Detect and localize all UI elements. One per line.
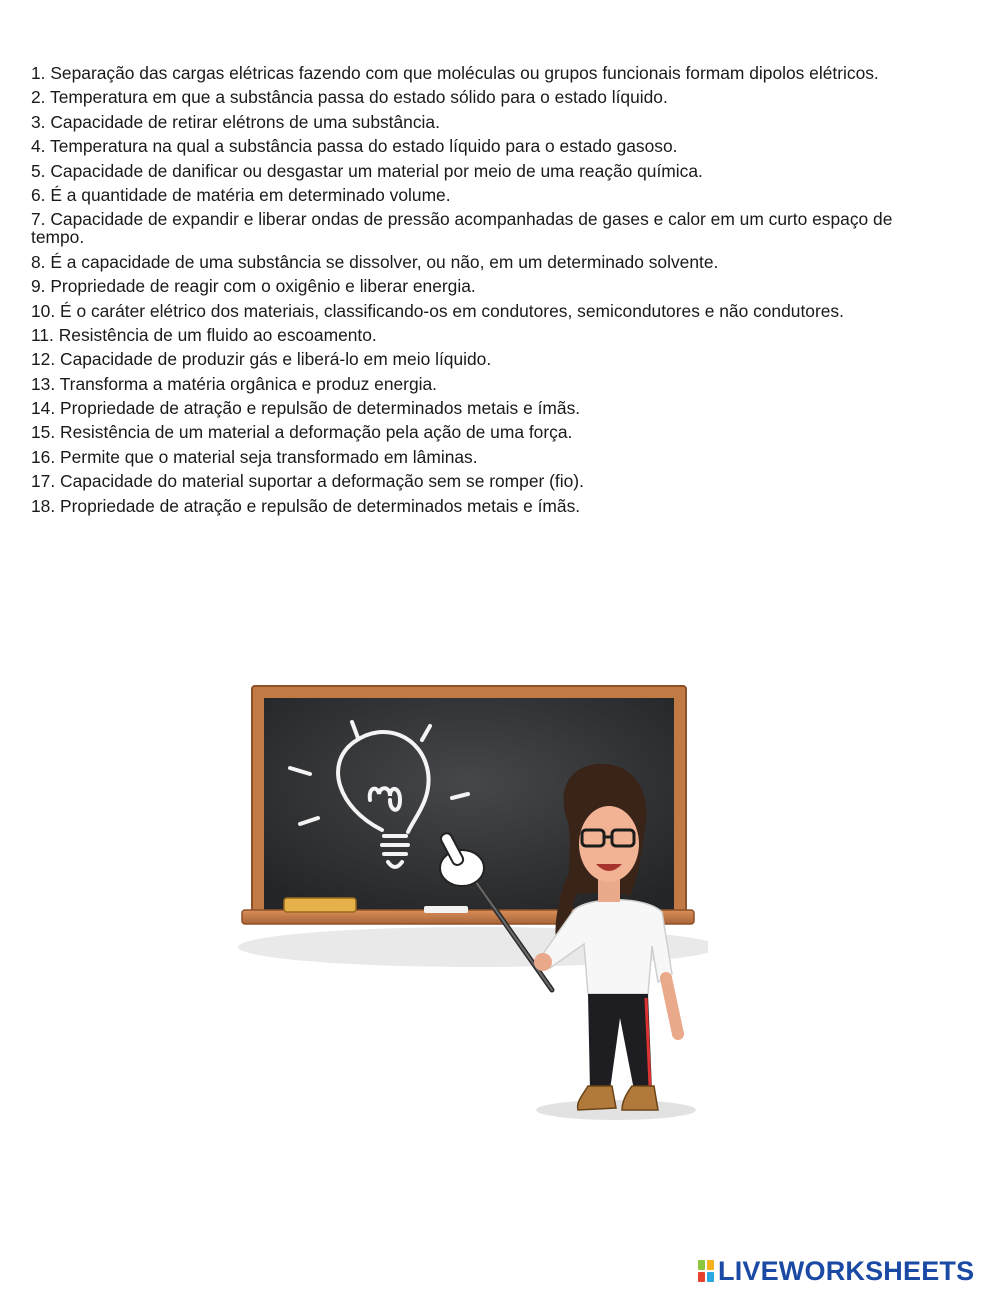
teacher-chalkboard-illustration — [238, 682, 708, 1122]
question-item: 3. Capacidade de retirar elétrons de uma substância. — [31, 111, 440, 132]
eraser — [284, 898, 356, 912]
question-item: 16. Permite que o material seja transformado em lâminas. — [31, 446, 478, 467]
question-item: 2. Temperatura em que a substância passa do estado sólido para o estado líquido. — [31, 87, 668, 108]
question-item: 14. Propriedade de atração e repulsão de determinados metais e ímãs. — [31, 398, 581, 419]
question-item: 8. É a capacidade de uma substância se dissolver, ou não, em um determinado solvente. — [31, 251, 719, 272]
question-item: 10. É o caráter elétrico dos materiais, classificando-os em condutores, semicondutores e não condutores. — [31, 300, 844, 321]
brand-name: LIVEWORKSHEETS — [718, 1255, 975, 1286]
question-item: 11. Resistência de um fluido ao escoamento. — [31, 324, 377, 345]
teacher-at-chalkboard-icon — [238, 682, 708, 1122]
question-item: 9. Propriedade de reagir com o oxigênio e liberar energia. — [31, 276, 476, 297]
brand-logo — [698, 1256, 974, 1286]
pants — [588, 994, 652, 1090]
question-item: 18. Propriedade de atração e repulsão de determinados metais e ímãs. — [31, 495, 581, 516]
question-item: 6. É a quantidade de matéria em determinado volume. — [31, 184, 451, 205]
question-item: 12. Capacidade de produzir gás e liberá-lo em meio líquido. — [31, 349, 492, 370]
question-item: 5. Capacidade de danificar ou desgastar um material por meio de uma reação química. — [31, 160, 703, 181]
question-item: 1. Separação das cargas elétricas fazendo com que moléculas ou grupos funcionais formam dipolos elétricos. — [31, 63, 879, 83]
question-item: 17. Capacidade do material suportar a deformação sem se romper (fio). — [31, 471, 584, 492]
question-item: 4. Temperatura na qual a substância passa do estado líquido para o estado gasoso. — [31, 136, 678, 157]
question-item: 15. Resistência de um material a deformação pela ação de uma força. — [31, 422, 573, 443]
question-list — [31, 64, 931, 521]
chalk-stick — [424, 906, 468, 913]
question-item: 7. Capacidade de expandir e liberar ondas de pressão acompanhadas de gases e calor em um curto espaço de tempo. — [31, 209, 893, 248]
question-item: 13. Transforma a matéria orgânica e produz energia. — [31, 373, 438, 394]
brand-mark-icon — [698, 1260, 714, 1282]
